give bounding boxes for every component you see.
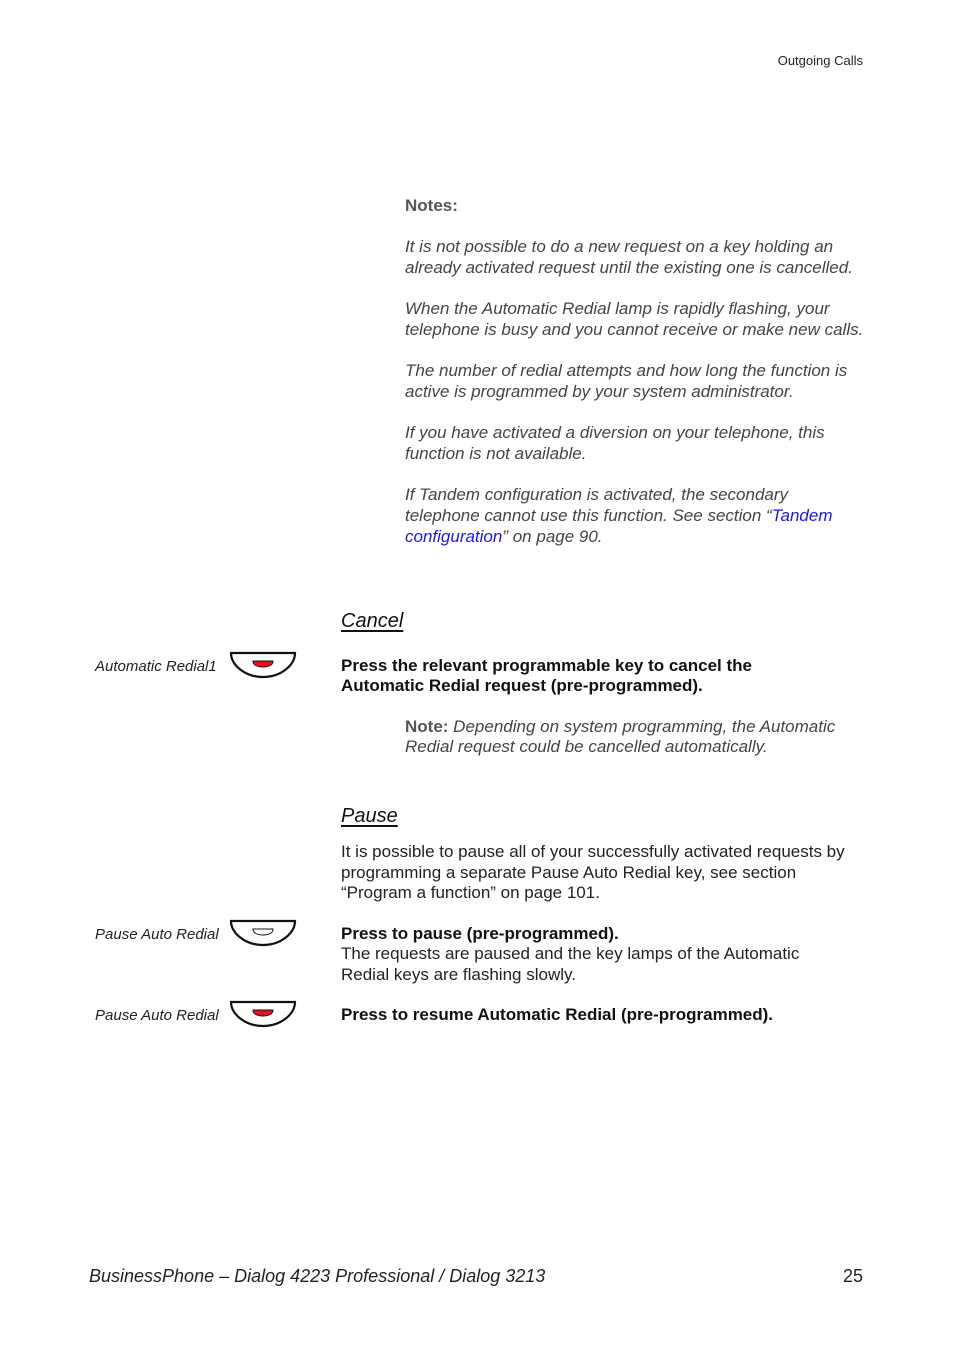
cancel-heading: Cancel [341, 610, 404, 632]
notes-title: Notes: [405, 196, 458, 215]
tandem-configuration-link[interactable]: Tandem configuration [405, 506, 833, 546]
cancel-note-text: Depending on system programming, the Automatic Redial request could be cancelled automatically. [405, 717, 836, 756]
cancel-note-label: Note: [405, 717, 449, 736]
pause-step-1 [341, 924, 841, 985]
pause-detail: The requests are paused and the key lamps of the Automatic Redial keys are flashing slowly. [341, 944, 800, 984]
cancel-instruction: Press the relevant programmable key to cancel the Automatic Redial request (pre-programmed). [341, 656, 753, 695]
pause-intro: It is possible to pause all of your successfully activated requests by programming a separate Pause Auto Redial key, see section “Program a function” on page 101. [341, 842, 845, 902]
pause-auto-redial-key-label: Pause Auto Redial [95, 1007, 219, 1024]
note-item: The number of redial attempts and how long the function is active is programmed by your system administrator. [405, 361, 848, 401]
programmable-key-lamp-off-icon[interactable] [229, 919, 297, 947]
tandem-prefix: If Tandem configuration is activated, the secondary telephone cannot use this function. See section “ [405, 485, 789, 525]
pause-heading: Pause [341, 805, 398, 827]
programmable-key-lamp-on-icon[interactable] [229, 1000, 297, 1028]
note-item-tandem [405, 484, 865, 547]
notes-block [405, 195, 865, 567]
note-item: If you have activated a diversion on your telephone, this function is not available. [405, 423, 825, 463]
tandem-suffix: ” on page 90. [502, 527, 603, 546]
programmable-key-lamp-on-icon[interactable] [229, 651, 297, 679]
cancel-note [405, 717, 865, 757]
resume-instruction: Press to resume Automatic Redial (pre-programmed). [341, 1005, 774, 1024]
note-item: When the Automatic Redial lamp is rapidly flashing, your telephone is busy and you cannot receive or make new calls. [405, 299, 864, 339]
footer-title: BusinessPhone – Dialog 4223 Professional / Dialog 3213 [89, 1266, 546, 1286]
running-header: Outgoing Calls [777, 53, 863, 68]
automatic-redial-key-label: Automatic Redial1 [95, 658, 217, 675]
note-item: It is not possible to do a new request on a key holding an already activated request until the existing one is cancelled. [405, 237, 853, 277]
pause-instruction: Press to pause (pre-programmed). [341, 924, 619, 943]
page-number: 25 [842, 1266, 863, 1286]
pause-auto-redial-key-label: Pause Auto Redial [95, 926, 219, 943]
